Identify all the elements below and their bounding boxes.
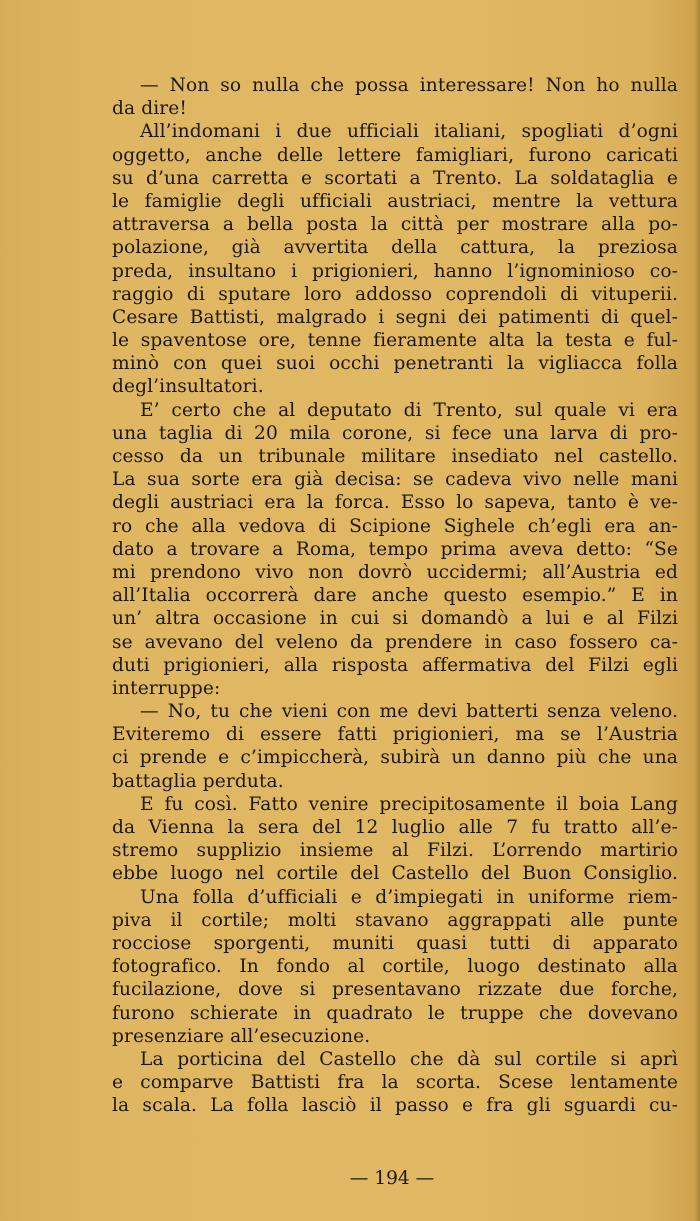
text-line: mi prendono vivo non dovrò uccidermi; all’Austria ed bbox=[112, 561, 678, 583]
text-line: le spaventose ore, tenne fieramente alta la testa e ful- bbox=[112, 330, 678, 352]
text-line: la scala. La folla lasciò il passo e fra gli sguardi cu- bbox=[112, 1095, 678, 1117]
text-line: su d’una carretta e scortati a Trento. La soldataglia e bbox=[112, 167, 678, 189]
text-line: se avevano del veleno da prendere in caso fossero ca- bbox=[112, 631, 678, 653]
text-line: furono schierate in quadrato le truppe che dovevano bbox=[112, 1002, 678, 1024]
text-line: La porticina del Castello che dà sul cortile si aprì bbox=[140, 1048, 678, 1070]
text-line: Eviteremo di essere fatti prigionieri, ma se l’Austria bbox=[112, 724, 678, 746]
text-line: All’indomani i due ufficiali italiani, spogliati d’ogni bbox=[140, 121, 678, 143]
text-line: E fu così. Fatto venire precipitosamente il boia Lang bbox=[140, 793, 678, 815]
text-line: polazione, già avvertita della cattura, la preziosa bbox=[112, 237, 678, 259]
text-line: fotografico. In fondo al cortile, luogo destinato alla bbox=[112, 956, 678, 978]
text-line: presenziare all’esecuzione. bbox=[112, 1025, 371, 1047]
text-line: E’ certo che al deputato di Trento, sul quale vi era bbox=[140, 399, 678, 421]
text-line: La sua sorte era già decisa: se cadeva vivo nelle mani bbox=[112, 469, 678, 491]
text-line: minò con quei suoi occhi penetranti la vigliacca folla bbox=[112, 353, 678, 375]
body-text bbox=[112, 74, 678, 1117]
text-line: ci prende e c’impiccherà, subirà un danno più che una bbox=[112, 747, 678, 769]
text-line: cesso da un tribunale militare insediato nel castello. bbox=[112, 446, 678, 467]
text-line: interruppe: bbox=[112, 677, 221, 699]
text-line: oggetto, anche delle lettere famigliari, furono caricati bbox=[112, 144, 678, 166]
text-line: fucilazione, dove si presentavano rizzate due forche, bbox=[112, 979, 678, 1001]
text-line: stremo supplizio insieme al Filzi. L’orrendo martirio bbox=[112, 840, 678, 862]
text-line: e comparve Battisti fra la scorta. Scese lentamente bbox=[112, 1072, 678, 1094]
text-line: una taglia di 20 mila corone, si fece una larva di pro- bbox=[112, 422, 678, 444]
text-line: piva il cortile; molti stavano aggrappati alle punte bbox=[112, 909, 678, 931]
text-line: degl’insultatori. bbox=[112, 376, 264, 398]
text-line: rocciose sporgenti, muniti quasi tutti di apparato bbox=[112, 932, 678, 954]
page-number: — 194 — bbox=[349, 1168, 435, 1189]
text-line: all’Italia occorrerà dare anche questo esempio.” E in bbox=[112, 585, 678, 607]
text-line: duti prigionieri, alla risposta affermativa del Filzi egli bbox=[112, 654, 678, 676]
text-line: Cesare Battisti, malgrado i segni dei patimenti di quel- bbox=[112, 306, 678, 328]
text-line: preda, insultano i prigionieri, hanno l’ignominioso co- bbox=[112, 260, 678, 282]
text-line: dato a trovare a Roma, tempo prima aveva detto: “Se bbox=[112, 538, 678, 560]
text-line: — No, tu che vieni con me devi batterti senza veleno. bbox=[140, 701, 678, 723]
text-line: raggio di sputare loro addosso coprendoli di vituperii. bbox=[112, 283, 678, 305]
page-edge-shadow bbox=[694, 0, 700, 1221]
text-line: da Vienna la sera del 12 luglio alle 7 fu tratto all’e- bbox=[112, 817, 678, 838]
text-line: ebbe luogo nel cortile del Castello del Buon Consiglio. bbox=[112, 863, 678, 885]
text-line: da dire! bbox=[112, 98, 187, 120]
text-line: attraversa a bella posta la città per mostrare alla po- bbox=[112, 214, 678, 236]
text-line: ro che alla vedova di Scipione Sighele ch’egli era an- bbox=[112, 515, 678, 537]
text-line: Una folla d’ufficiali e d’impiegati in uniforme riem- bbox=[140, 886, 678, 908]
text-line: degli austriaci era la forca. Esso lo sapeva, tanto è ve- bbox=[112, 492, 678, 514]
text-line: — Non so nulla che possa interessare! Non ho nulla bbox=[140, 75, 678, 96]
text-line: le famiglie degli ufficiali austriaci, mentre la vettura bbox=[112, 190, 678, 212]
text-line: battaglia perduta. bbox=[112, 770, 284, 792]
text-line: un’ altra occasione in cui si domandò a lui e al Filzi bbox=[112, 608, 678, 630]
